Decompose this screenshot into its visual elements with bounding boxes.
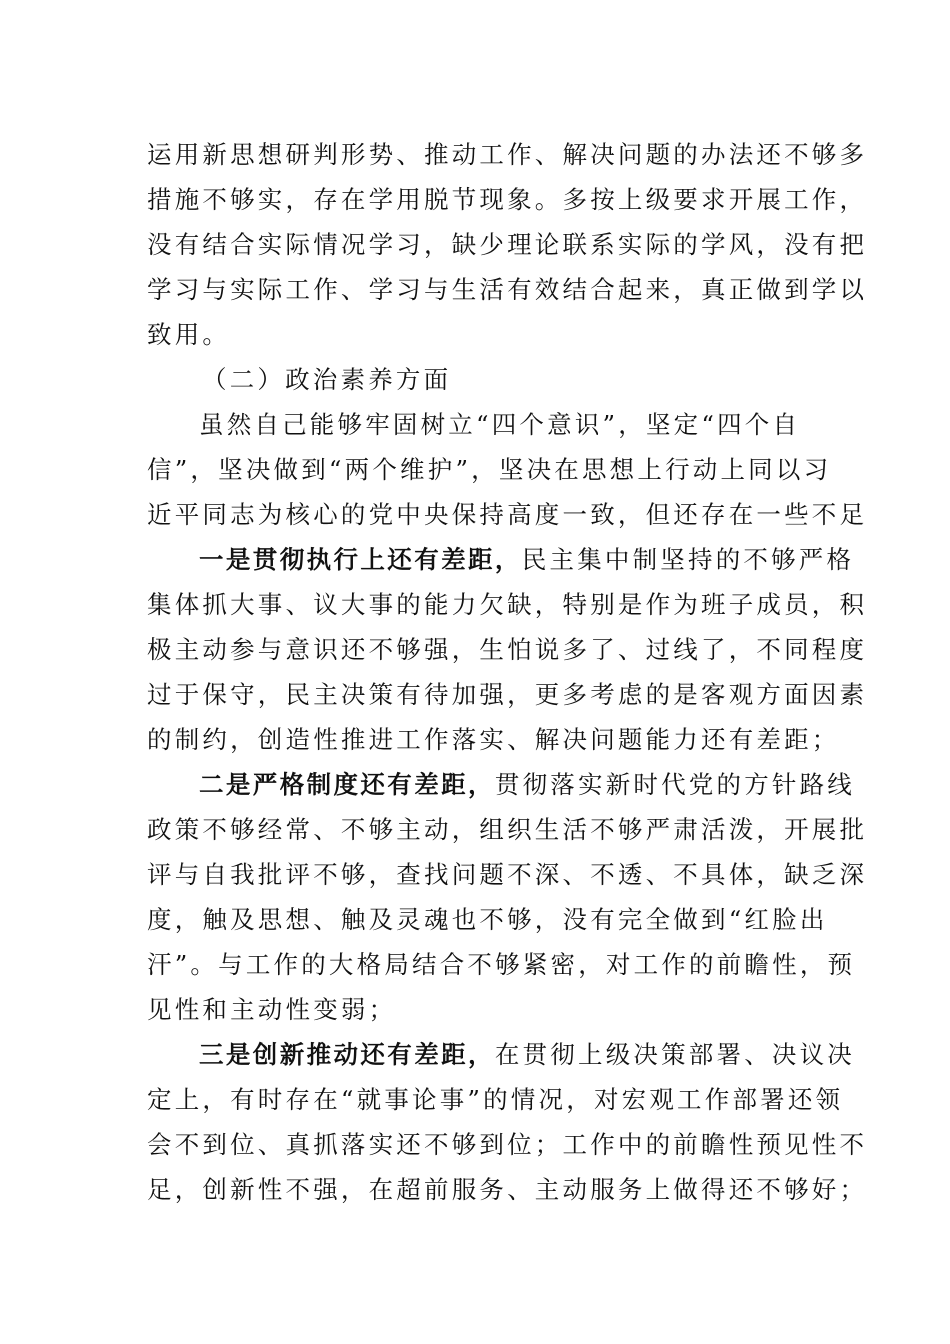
text-line: 度，触及思想、触及灵魂也不够，没有完全做到“红脸出 xyxy=(147,905,828,934)
text-line: 信”，坚决做到“两个维护”，坚决在思想上行动上同以习 xyxy=(147,455,832,484)
text-line: 极主动参与意识还不够强，生怕说多了、过线了，不同程度 xyxy=(147,635,868,664)
point-1-lead: 一是贯彻执行上还有差距， xyxy=(199,545,522,574)
paragraph-point-3 xyxy=(147,1032,868,1212)
text-line: 见性和主动性变弱； xyxy=(147,995,397,1024)
point-3-lead: 三是创新推动还有差距， xyxy=(199,1040,495,1069)
text-line: 没有结合实际情况学习，缺少理论联系实际的学风，没有把 xyxy=(147,230,868,259)
point-2-lead: 二是严格制度还有差距， xyxy=(199,770,495,799)
text-line: 定上，有时存在“就事论事”的情况，对宏观工作部署还领 xyxy=(147,1085,844,1114)
paragraph-point-2 xyxy=(147,762,868,1032)
text-line: 虽然自己能够牢固树立“四个意识”，坚定“四个自 xyxy=(199,410,801,439)
text-line: 的制约，创造性推进工作落实、解决问题能力还有差距； xyxy=(147,725,840,754)
point-1-first-line: 民主集中制坚持的不够严格 xyxy=(521,545,855,574)
text-line: 致用。 xyxy=(147,320,231,349)
document-body xyxy=(147,132,868,1212)
text-line xyxy=(147,762,856,807)
paragraph-point-1 xyxy=(147,537,868,762)
text-line: 运用新思想研判形势、推动工作、解决问题的办法还不够多 xyxy=(147,140,868,169)
text-line: 近平同志为核心的党中央保持高度一致，但还存在一些不足 xyxy=(147,500,868,529)
text-line: 措施不够实，存在学用脱节现象。多按上级要求开展工作， xyxy=(147,185,868,214)
point-3-first-line: 在贯彻上级决策部署、决议决 xyxy=(494,1040,856,1069)
text-line: 会不到位、真抓落实还不够到位；工作中的前瞻性预见性不 xyxy=(147,1130,868,1159)
text-line: 汗”。与工作的大格局结合不够紧密，对工作的前瞻性，预 xyxy=(147,950,856,979)
paragraph-study-application xyxy=(147,132,868,357)
point-2-first-line: 贯彻落实新时代党的方针路线 xyxy=(494,770,856,799)
paragraph-political-literacy xyxy=(147,402,868,537)
section-heading: （二）政治素养方面 xyxy=(202,365,452,394)
text-line xyxy=(147,1032,856,1077)
text-line: 政策不够经常、不够主动，组织生活不够严肃活泼，开展批 xyxy=(147,815,868,844)
text-line: 集体抓大事、议大事的能力欠缺，特别是作为班子成员，积 xyxy=(147,590,868,619)
text-line xyxy=(147,537,855,582)
text-line: 学习与实际工作、学习与生活有效结合起来，真正做到学以 xyxy=(147,275,868,304)
text-line: 足，创新性不强，在超前服务、主动服务上做得还不够好； xyxy=(147,1175,868,1204)
text-line: 评与自我批评不够，查找问题不深、不透、不具体，缺乏深 xyxy=(147,860,868,889)
text-line: 过于保守，民主决策有待加强，更多考虑的是客观方面因素 xyxy=(147,680,868,709)
